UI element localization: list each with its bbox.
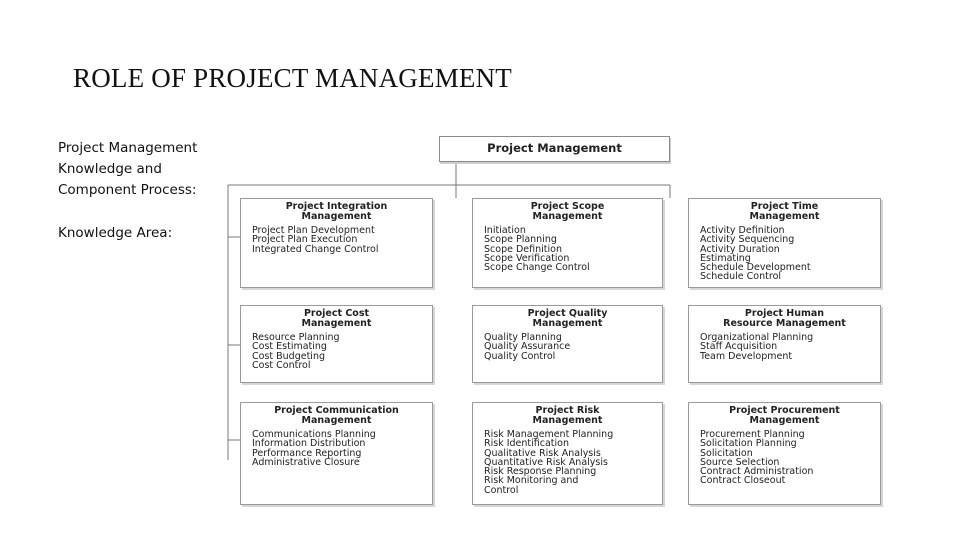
knowledge-area-procurement [688,402,881,505]
knowledge-area-human-resource [688,305,881,383]
process-item: Project Plan Execution [252,234,358,246]
process-item: Scope Planning [484,234,557,246]
slide-title: ROLE OF PROJECT MANAGEMENT [73,63,512,93]
area-title-line: Project Procurement [729,405,840,416]
process-item: Quality Planning [484,332,562,343]
process-item: Organizational Planning [700,332,814,343]
process-item: Cost Control [252,359,311,371]
left-line-1: Project Management [58,140,198,156]
knowledge-area-cost [240,305,433,383]
process-item: Schedule Control [700,271,782,283]
area-title-line: Project Human [744,308,825,319]
process-item: Staff Acquisition [700,341,778,353]
area-title-line: Management [532,210,603,222]
area-title-line: Project Communication [274,405,399,416]
process-item: Qualitative Risk Analysis [484,447,601,459]
knowledge-area-communication [240,402,433,505]
process-item: Integrated Change Control [252,243,379,255]
area-title-line: Management [301,414,372,426]
area-title-line: Resource Management [723,317,846,329]
process-item: Activity Sequencing [700,234,795,246]
process-item: Source Selection [700,456,780,468]
area-title-line: Management [749,210,820,222]
area-title-line: Project Time [750,201,819,212]
process-item: Information Distribution [252,438,366,450]
process-item: Resource Planning [252,332,340,343]
knowledge-area-quality [472,305,663,383]
knowledge-area-integration [240,198,433,288]
area-title-line: Project Quality [527,308,608,319]
process-item: Scope Verification [484,252,570,264]
area-title-line: Project Scope [530,201,605,212]
area-title-line: Project Risk [535,405,600,416]
process-item: Administrative Closure [252,456,360,468]
process-item: Procurement Planning [700,429,805,440]
process-item: Schedule Development [700,262,811,274]
knowledge-area-scope [472,198,663,288]
process-item: Performance Reporting [252,447,362,459]
process-item: Cost Estimating [252,341,327,353]
process-item: Communications Planning [252,429,376,440]
process-item: Estimating [700,252,751,264]
process-item: Initiation [484,225,526,236]
area-title-line: Project Cost [303,308,370,319]
process-item: Quantitative Risk Analysis [484,456,608,468]
left-line-2: Knowledge and [58,161,162,177]
process-item: Scope Change Control [484,262,590,274]
root-node: Project Management [439,136,670,162]
process-item: Risk Monitoring and [484,475,579,487]
process-item: Team Development [700,350,793,362]
process-item: Control [484,484,519,496]
left-line-3: Component Process: [58,182,197,198]
process-item: Quality Control [484,350,556,362]
process-item: Solicitation [700,447,753,459]
process-item: Scope Definition [484,243,562,255]
process-item: Quality Assurance [484,341,571,353]
area-title-line: Project Integration [285,201,388,212]
process-item: Activity Definition [700,225,785,236]
process-item: Contract Administration [700,466,814,478]
area-title-line: Management [749,414,820,426]
process-item: Risk Identification [484,438,569,450]
process-item: Solicitation Planning [700,438,797,450]
area-title-line: Management [301,210,372,222]
knowledge-area-time [688,198,881,288]
area-title-line: Management [532,317,603,329]
process-item: Contract Closeout [700,475,786,487]
area-title-line: Management [301,317,372,329]
knowledge-area-risk [472,402,663,505]
knowledge-area-label: Knowledge Area: [58,225,173,241]
area-title-line: Management [532,414,603,426]
process-item: Activity Duration [700,243,780,255]
process-item: Cost Budgeting [252,350,325,362]
process-item: Risk Response Planning [484,466,597,478]
process-item: Project Plan Development [252,225,375,236]
process-item: Risk Management Planning [484,429,614,440]
